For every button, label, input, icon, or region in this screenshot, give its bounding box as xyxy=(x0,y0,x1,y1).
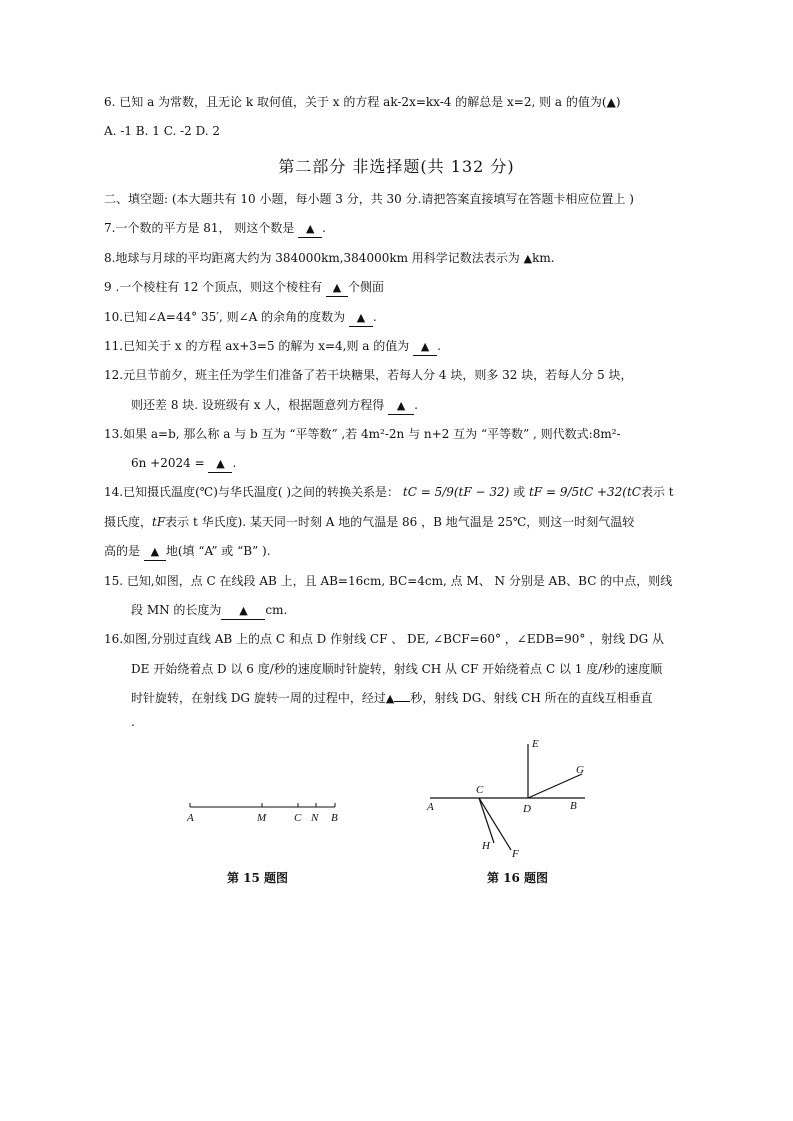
q8-tail: km. xyxy=(532,251,555,265)
question-13-line1: 13.如果 a=b, 那么称 a 与 b 互为 “平等数” ,若 4m²-2n 与 n+2 互为 “平等数” , 则代数式:8m²- xyxy=(104,427,621,441)
q12-tail: . xyxy=(414,398,418,412)
question-16-line2: DE 开始绕着点 D 以 6 度/秒的速度顺时针旋转，射线 CH 从 CF 开始绕着点 C 以 1 度/秒的速度顺 xyxy=(131,662,663,676)
answer-blank: ▲ xyxy=(208,456,232,473)
label-a: A xyxy=(187,812,194,824)
label-c: C xyxy=(294,812,302,824)
question-11 xyxy=(104,338,441,356)
label-c: C xyxy=(476,784,484,796)
q14-text-5: 高的是 xyxy=(104,544,144,558)
question-6-stem: 6. 已知 a 为常数，且无论 k 取何值，关于 x 的方程 ak-2x=kx-4 的解总是 x=2, 则 a 的值为(▲) xyxy=(104,95,621,109)
question-12-line2 xyxy=(131,397,418,415)
ray-dg xyxy=(528,774,582,798)
q11-text: 11.已知关于 x 的方程 ax+3=5 的解为 x=4,则 a 的值为 xyxy=(104,339,414,353)
label-h: H xyxy=(482,840,490,852)
q16-text: 时针旋转，在射线 DG 旋转一周的过程中，经过 xyxy=(131,691,386,705)
label-m: M xyxy=(257,812,267,824)
figure-16-diagram xyxy=(420,730,600,865)
figure-15-diagram xyxy=(180,795,350,835)
q13-tail: . xyxy=(232,456,237,470)
formula-fahrenheit: tF = 9/5tC +32(tC xyxy=(528,485,641,499)
answer-blank: ▲ xyxy=(326,280,348,297)
label-b: B xyxy=(570,800,577,812)
q7-tail: . xyxy=(322,221,326,235)
q10-text: 10.已知∠A=44° 35′, 则∠A 的余角的度数为 xyxy=(104,310,349,324)
q13-text: 6n +2024 = xyxy=(131,456,209,470)
answer-blank: ▲ xyxy=(349,310,373,327)
part2-title: 第二部分 非选择题(共 132 分) xyxy=(278,157,515,176)
q9-tail: 个侧面 xyxy=(347,280,384,294)
question-15-line2 xyxy=(131,602,287,620)
q10-tail: . xyxy=(372,310,377,324)
answer-mark: ▲ xyxy=(523,252,533,265)
q7-text: 7.一个数的平方是 81， 则这个数是 xyxy=(104,221,299,235)
answer-blank: ▲ xyxy=(221,603,265,620)
q14-text-3: 摄氏度， xyxy=(104,515,153,529)
q14-or: 或 xyxy=(509,485,529,499)
label-g: G xyxy=(576,764,584,776)
question-8 xyxy=(104,250,555,267)
q14-text-2: 表示 t xyxy=(640,485,674,499)
q14-text: 14.已知摄氏温度(℃)与华氏温度( )之间的转换关系是： xyxy=(104,485,403,499)
q14-text-6: 地(填 “A” 或 “B” ). xyxy=(165,544,271,558)
question-14-line3 xyxy=(104,543,271,561)
figure-16-caption: 第 16 题图 xyxy=(487,871,549,885)
answer-blank: ▲ xyxy=(144,544,166,561)
formula-celsius: tC = 5/9(tF − 32) xyxy=(402,485,510,499)
answer-mark: ▲ xyxy=(385,692,395,705)
question-16-line4: . xyxy=(131,715,135,729)
label-b: B xyxy=(331,812,338,824)
label-n: N xyxy=(311,812,319,824)
label-f: F xyxy=(512,848,519,860)
question-14-line1 xyxy=(104,484,674,500)
label-e: E xyxy=(532,738,539,750)
figure-15-caption: 第 15 题图 xyxy=(227,871,289,885)
ray-ch xyxy=(479,798,494,843)
question-14-line2 xyxy=(104,514,634,530)
question-16-line3 xyxy=(131,690,653,707)
q8-text: 8.地球与月球的平均距离大约为 384000km,384000km 用科学记数法表示为 xyxy=(104,251,524,265)
question-15-line1: 15. 已知,如图，点 C 在线段 AB 上，且 AB=16cm, BC=4cm, 点 M、 N 分别是 AB、BC 的中点，则线 xyxy=(104,574,673,588)
q9-text: 9 .一个棱柱有 12 个顶点，则这个棱柱有 xyxy=(104,280,326,294)
q14-text-4: 表示 t 华氏度). 某天同一时刻 A 地的气温是 86 ，B 地气温是 25℃，则这一时刻气温较 xyxy=(165,515,635,529)
answer-blank: ▲ xyxy=(413,339,437,356)
question-7 xyxy=(104,220,326,238)
q15-tail: cm. xyxy=(265,603,288,617)
question-13-line2 xyxy=(131,455,236,473)
answer-blank: ▲ xyxy=(388,398,414,415)
answer-blank xyxy=(394,701,410,702)
q11-tail: . xyxy=(437,339,441,353)
tf-symbol: tF xyxy=(152,515,166,529)
question-12-line1: 12.元旦节前夕，班主任为学生们准备了若干块糖果，若每人分 4 块，则多 32 块，若每人分 5 块， xyxy=(104,368,633,382)
q12-text: 则还差 8 块. 设班级有 x 人，根据题意列方程得 xyxy=(131,398,389,412)
answer-blank: ▲ xyxy=(298,221,322,238)
label-d: D xyxy=(523,803,531,815)
section-intro: 二、填空题: (本大题共有 10 小题，每小题 3 分，共 30 分.请把答案直接填写在答题卡相应位置上 ) xyxy=(104,192,634,206)
question-6-options: A. -1 B. 1 C. -2 D. 2 xyxy=(104,124,221,138)
question-9 xyxy=(104,279,384,297)
label-a: A xyxy=(427,801,434,813)
question-16-line1: 16.如图,分别过直线 AB 上的点 C 和点 D 作射线 CF 、 DE, ∠BCF=60° ，∠EDB=90° ，射线 DG 从 xyxy=(104,632,665,646)
question-10 xyxy=(104,309,377,327)
q16-text-2: 秒，射线 DG、射线 CH 所在的直线互相垂直 xyxy=(410,691,653,705)
q15-text: 段 MN 的长度为 xyxy=(131,603,222,617)
